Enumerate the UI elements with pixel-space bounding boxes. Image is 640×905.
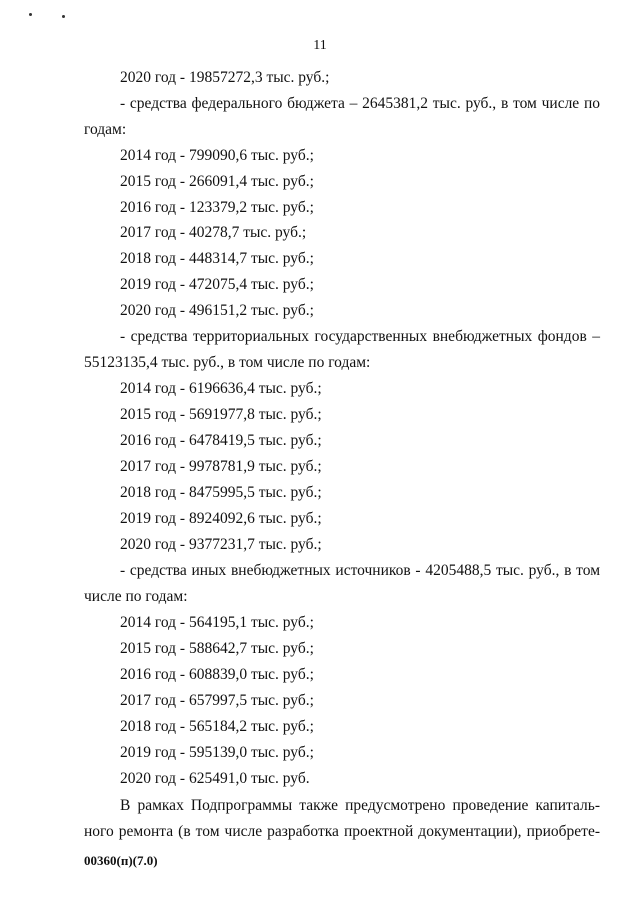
text-line: 2016 год - 608839,0 тыс. руб.; (120, 666, 314, 683)
text-line: 2015 год - 266091,4 тыс. руб.; (120, 173, 314, 190)
text-line: 2019 год - 472075,4 тыс. руб.; (120, 276, 314, 293)
text-line: 2017 год - 9978781,9 тыс. руб.; (120, 458, 322, 475)
text-line: 2020 год - 625491,0 тыс. руб. (120, 770, 310, 787)
text-line: 2018 год - 565184,2 тыс. руб.; (120, 718, 314, 735)
text-line: ного ремонта (в том числе разработка проектной документации), приобрете- (84, 823, 600, 840)
text-line: 2018 год - 448314,7 тыс. руб.; (120, 250, 314, 267)
text-line: 55123135,4 тыс. руб., в том числе по годам: (84, 354, 371, 371)
text-line: 2015 год - 5691977,8 тыс. руб.; (120, 406, 322, 423)
text-line: 2019 год - 595139,0 тыс. руб.; (120, 744, 314, 761)
text-line: - средства федерального бюджета – 2645381,2 тыс. руб., в том числе по (120, 95, 600, 112)
text-line: 2014 год - 564195,1 тыс. руб.; (120, 614, 314, 631)
text-line: 2020 год - 496151,2 тыс. руб.; (120, 302, 314, 319)
text-line: 2018 год - 8475995,5 тыс. руб.; (120, 484, 322, 501)
text-line: годам: (84, 121, 127, 138)
document-code-footer: 00360(п)(7.0) (84, 853, 158, 868)
text-line: 2014 год - 799090,6 тыс. руб.; (120, 147, 314, 164)
text-line: В рамках Подпрограммы также предусмотрено проведение капиталь- (120, 797, 600, 814)
text-line: 2017 год - 657997,5 тыс. руб.; (120, 692, 314, 709)
text-line: 2016 год - 123379,2 тыс. руб.; (120, 199, 314, 216)
scan-mark-dot (29, 13, 32, 16)
text-line: 2017 год - 40278,7 тыс. руб.; (120, 224, 307, 241)
text-line: 2016 год - 6478419,5 тыс. руб.; (120, 432, 322, 449)
text-line: 2020 год - 9377231,7 тыс. руб.; (120, 536, 322, 553)
text-line: - средства иных внебюджетных источников - 4205488,5 тыс. руб., в том (120, 562, 600, 579)
scan-mark-dot (62, 15, 65, 18)
text-line: числе по годам: (84, 588, 188, 605)
text-line: 2015 год - 588642,7 тыс. руб.; (120, 640, 314, 657)
page-number: 11 (313, 38, 327, 53)
text-line: - средства территориальных государственных внебюджетных фондов – (120, 328, 600, 345)
text-line: 2019 год - 8924092,6 тыс. руб.; (120, 510, 322, 527)
text-line: 2020 год - 19857272,3 тыс. руб.; (120, 69, 330, 86)
text-line: 2014 год - 6196636,4 тыс. руб.; (120, 380, 322, 397)
